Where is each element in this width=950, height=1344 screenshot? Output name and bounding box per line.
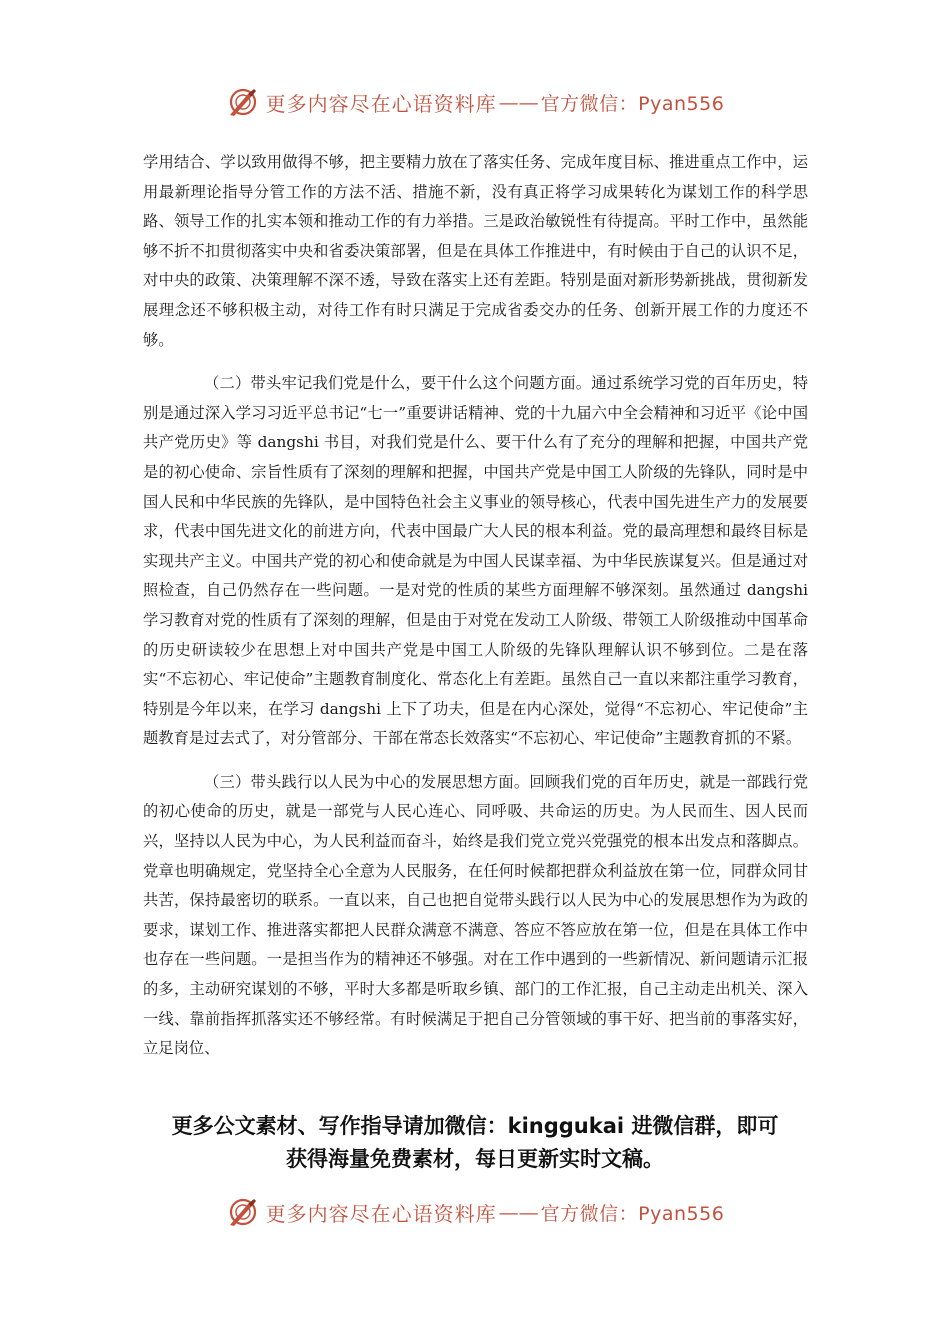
paragraph-continued: 学用结合、学以致用做得不够，把主要精力放在了落实任务、完成年度目标、推进重点工作中，运用最新理论指导分管工作的方法不活、措施不新，没有真正将学习成果转化为谋划工作的科学思路、领导工作的扎实本领和推动工作的有力举措。三是政治敏锐性有待提高。平时工作中，虽然能够不折不扣贯彻落实中央和省委决策部署，但是在具体工作推进中，有时候由于自己的认识不足，对中央的政策、决策理解不深不透，导致在落实上还有差距。特别是面对新形势新挑战，贯彻新发展理念还不够积极主动，对待工作有时只满足于完成省委交办的任务、创新开展工作的力度还不够。 — [143, 153, 808, 349]
watermark-dash: —— — [498, 90, 539, 114]
paragraph-section-3: （三）带头践行以人民为中心的发展思想方面。回顾我们党的百年历史，就是一部践行党的初心使命的历史，就是一部党与人民心连心、同呼吸、共命运的历史。为人民而生、因人民而兴，坚持以人民为中心，为人民利益而奋斗，始终是我们党立党兴党强党的根本出发点和落脚点。党章也明确规定，党坚持全心全意为人民服务，在任何时候都把群众利益放在第一位，同群众同甘共苦，保持最密切的联系。一直以来，自己也把自觉带头践行以人民为中心的发展思想作为为政的要求，谋划工作、推进落实都把人民群众满意不满意、答应不答应放在第一位，但是在具体工作中也存在一些问题。一是担当作为的精神还不够强。对在工作中遇到的一些新情况、新问题请示汇报的多，主动研究谋划的不够，平时大多都是听取乡镇、部门的工作汇报，自己主动走出机关、深入一线、靠前指挥抓落实还不够经常。有时候满足于把自己分管领域的事干好、把当前的事落实好，立足岗位、 — [143, 772, 808, 1058]
watermark-text: 更多内容尽在心语资料库 — [265, 1201, 497, 1226]
watermark-banner-bottom — [0, 1192, 950, 1232]
watermark-text: 更多内容尽在心语资料库 — [265, 91, 497, 116]
promo-line-1: 更多公文素材、写作指导请加微信：kinggukai 进微信群，即可 — [171, 1114, 779, 1138]
watermark-dash: —— — [498, 1200, 539, 1224]
paragraph-section-2: （二）带头牢记我们党是什么，要干什么这个问题方面。通过系统学习党的百年历史，特别是通过深入学习习近平总书记“七一”重要讲话精神、党的十九届六中全会精神和习近平《论中国共产党历史》等 dangshi 书目，对我们党是什么、要干什么有了充分的理解和把握，中国共产党是的初心使命、宗旨性质有了深刻的理解和把握，中国共产党是中国工人阶级的先锋队，同时是中国人民和中华民族的先锋队，是中国特色社会主义事业的领导核心，代表中国先进生产力的发展要求，代表中国先进文化的前进方向，代表中国最广大人民的根本利益。党的最高理想和最终目标是实现共产主义。中国共产党的初心和使命就是为中国人民谋幸福、为中华民族谋复兴。但是通过对照检查，自己仍然存在一些问题。一是对党的性质的某些方面理解不够深刻。虽然通过 dangshi 学习教育对党的性质有了深刻的理解，但是由于对党在发动工人阶级、带领工人阶级推动中国革命的历史研读较少在思想上对中国共产党是中国工人阶级的先锋队理解认识不够到位。二是在落实“不忘初心、牢记使命”主题教育制度化、常态化上有差距。虽然自己一直以来都注重学习教育，特别是今年以来，在学习 dangshi 上下了功夫，但是在内心深处，觉得“不忘初心、牢记使命”主题教育是过去式了，对分管部分、干部在常态长效落实“不忘初心、牢记使命”主题教育抓的不紧。 — [143, 374, 808, 748]
watermark-wechat: 官方微信：Pyan556 — [540, 1202, 725, 1225]
logo-icon — [226, 85, 260, 119]
document-body — [143, 148, 808, 1064]
watermark-wechat: 官方微信：Pyan556 — [540, 92, 725, 115]
promo-line-2: 获得海量免费素材，每日更新实时文稿。 — [286, 1147, 664, 1171]
watermark-banner-top — [0, 82, 950, 122]
promo-notice — [0, 1110, 950, 1176]
logo-icon — [226, 1195, 260, 1229]
